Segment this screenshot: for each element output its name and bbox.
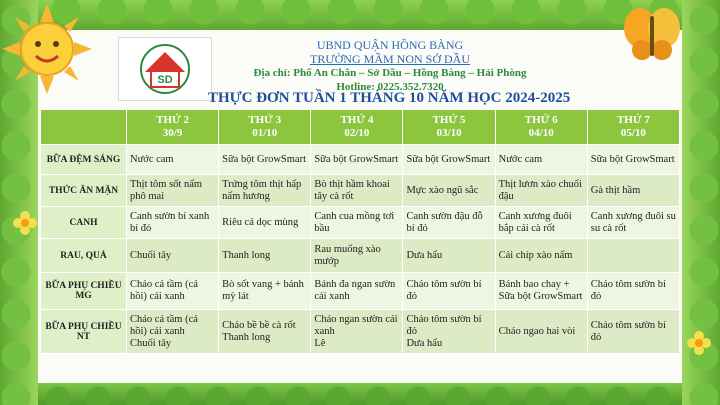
- menu-cell: Mực xào ngũ sắc: [403, 175, 495, 207]
- menu-cell: Riêu cá dọc mùng: [219, 207, 311, 239]
- day-date: 01/10: [252, 127, 278, 139]
- school-name: TRƯỜNG MẦM NON SỞ DẦU: [310, 52, 470, 66]
- school-logo: [118, 37, 212, 101]
- table-header-row: [41, 110, 680, 145]
- day-date: 03/10: [436, 127, 462, 139]
- menu-cell: Thanh long: [219, 239, 311, 273]
- menu-cell: Bánh bao chay + Sữa bột GrowSmart: [495, 273, 587, 310]
- meal-label: BỮA PHỤ CHIỀU MG: [41, 273, 127, 310]
- table-row: [41, 239, 680, 273]
- weekly-menu-table: [40, 109, 680, 354]
- menu-cell: Canh sườn bí xanh bí đỏ: [127, 207, 219, 239]
- day-name: THỨ 2: [156, 114, 190, 126]
- day-header: [403, 110, 495, 145]
- menu-cell: Rau muống xào mướp: [311, 239, 403, 273]
- day-header: [495, 110, 587, 145]
- day-date: 05/10: [620, 127, 646, 139]
- school-logo-image: [119, 38, 211, 100]
- menu-cell: Bò sốt vang + bánh mỳ lát: [219, 273, 311, 310]
- menu-cell: Bò thịt hầm khoai tây cà rốt: [311, 175, 403, 207]
- menu-cell: Sữa bột GrowSmart: [311, 145, 403, 175]
- day-name: THỨ 4: [340, 114, 374, 126]
- menu-cell: Nước cam: [127, 145, 219, 175]
- menu-cell: Cháo cá tầm (cá hồi) cải xanh Chuối tây: [127, 310, 219, 354]
- menu-cell: Cháo ngao hai vòi: [495, 310, 587, 354]
- menu-cell: Cháo tôm sườn bí đỏ: [587, 310, 679, 354]
- day-name: THỨ 3: [248, 114, 282, 126]
- table-row: [41, 145, 680, 175]
- menu-cell: Chuối tây: [127, 239, 219, 273]
- menu-cell: Canh sườn đậu đỗ bí đỏ: [403, 207, 495, 239]
- table-row: [41, 207, 680, 239]
- day-date: 04/10: [528, 127, 554, 139]
- meal-label: RAU, QUẢ: [41, 239, 127, 273]
- school-hotline: Hotline: 0225.352.7320: [336, 81, 444, 93]
- day-date: 02/10: [344, 127, 370, 139]
- day-header: [127, 110, 219, 145]
- menu-cell: Dưa hấu: [403, 239, 495, 273]
- day-name: THỨ 7: [616, 114, 650, 126]
- menu-cell: Trứng tôm thịt hấp nấm hương: [219, 175, 311, 207]
- menu-cell: Nước cam: [495, 145, 587, 175]
- meal-label: CANH: [41, 207, 127, 239]
- day-header: [219, 110, 311, 145]
- table-row: [41, 310, 680, 354]
- menu-cell: Cháo tôm sườn bí đỏ: [587, 273, 679, 310]
- school-header: [220, 38, 560, 94]
- menu-cell: Cháo tôm sườn bí đỏ: [403, 273, 495, 310]
- menu-cell: Bánh đa ngan sườn cải xanh: [311, 273, 403, 310]
- menu-cell: Gà thịt hầm: [587, 175, 679, 207]
- day-header: [311, 110, 403, 145]
- leaf-border-top: [0, 0, 720, 30]
- school-address: Địa chỉ: Phố An Chân – Sở Dầu – Hồng Bàng – Hải Phòng: [253, 67, 527, 79]
- day-date: 30/9: [162, 127, 183, 139]
- meal-label: BỮA PHỤ CHIỀU NT: [41, 310, 127, 354]
- table-row: [41, 175, 680, 207]
- leaf-border-bottom: [0, 383, 720, 405]
- menu-cell: Cháo ngan sườn cải xanh Lê: [311, 310, 403, 354]
- menu-cell: Cải chíp xào nấm: [495, 239, 587, 273]
- menu-cell: Cháo cá tầm (cá hồi) cải xanh: [127, 273, 219, 310]
- day-name: THỨ 5: [432, 114, 466, 126]
- menu-cell: [587, 239, 679, 273]
- table-row: [41, 273, 680, 310]
- flower-icon: [12, 210, 38, 236]
- menu-cell: Sữa bột GrowSmart: [403, 145, 495, 175]
- sun-icon: [2, 4, 92, 94]
- butterfly-icon: [620, 2, 684, 66]
- meal-label: BỮA ĐỆM SÁNG: [41, 145, 127, 175]
- menu-cell: Canh cua mồng tơi bầu: [311, 207, 403, 239]
- menu-cell: Cháo tôm sườn bí đỏ Dưa hấu: [403, 310, 495, 354]
- menu-cell: Canh xương đuôi bắp cải cà rốt: [495, 207, 587, 239]
- menu-cell: Thịt lươn xào chuối đậu: [495, 175, 587, 207]
- day-name: THỨ 6: [524, 114, 558, 126]
- menu-cell: Sữa bột GrowSmart: [219, 145, 311, 175]
- meal-label: THỨC ĂN MẶN: [41, 175, 127, 207]
- menu-cell: Cháo bề bề cà rốt Thanh long: [219, 310, 311, 354]
- menu-cell: Thịt tôm sốt nấm phô mai: [127, 175, 219, 207]
- svg-text:SD: SD: [157, 74, 173, 86]
- menu-cell: Sữa bột GrowSmart: [587, 145, 679, 175]
- menu-cell: Canh xương đuôi su su cà rốt: [587, 207, 679, 239]
- header-corner: [41, 110, 127, 145]
- page-title: THỰC ĐƠN TUẦN 1 THÁNG 10 NĂM HỌC 2024-2025: [208, 90, 571, 106]
- day-header: [587, 110, 679, 145]
- district-name: UBND QUẬN HỒNG BÀNG: [316, 38, 464, 52]
- flower-icon: [686, 330, 712, 356]
